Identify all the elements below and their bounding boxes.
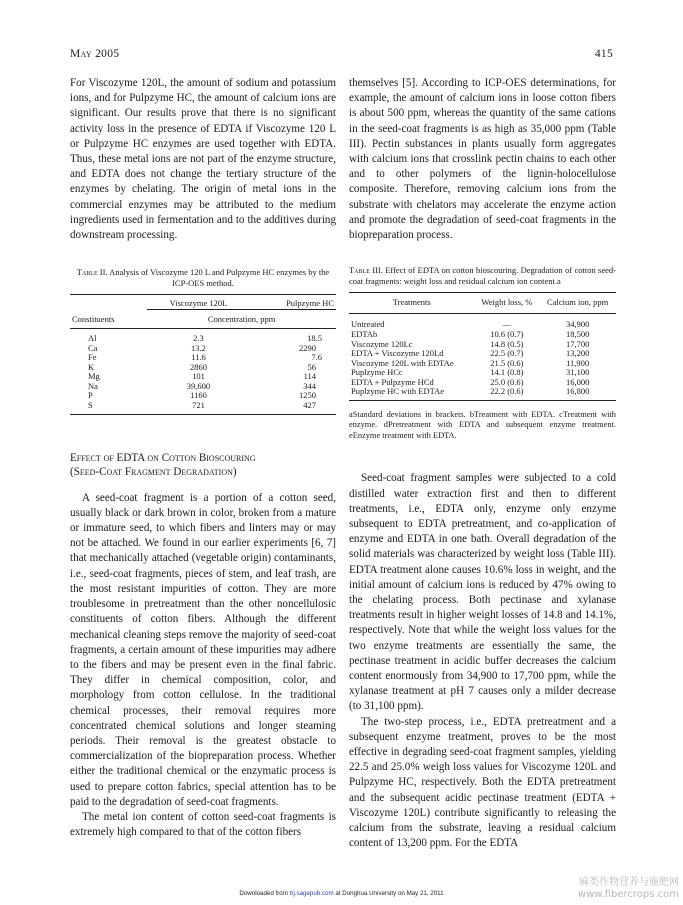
cell: 39,600 [186, 380, 211, 391]
paragraph: Seed-coat fragment samples were subjected to a cold distilled water extraction first and then to different treatments, i.e., EDTA only, enzyme only enzyme subsequent to EDTA pretreatment, and co-application of enzyme and EDTA in one bath. Overall degradation of the solid materials was characterized by weight loss (Table III). EDTA treatment alone causes 10.6% loss in weight, and the initial amount of calcium ions is reduced by 47% owing to the chelating process. Both pectinase and xylanase treatments result in higher weight losses of 14.8 and 14.1%, respectively. Note that while the weight loss values for the two enzyme treatments are essentially the same, the pectinase treatment in acidic buffer decreases the calcium content enormously from 34,900 to 17,700 ppm, while the xylanase treatment at pH 7 causes only a milder decrease (to 31,100 ppm). [349, 472, 616, 713]
cell: 56 [307, 361, 316, 372]
table-caption [349, 265, 616, 286]
unit-header: Concentration, ppm [147, 309, 336, 329]
cell: Al [88, 332, 97, 343]
cell: 10.6 (0.7) [490, 328, 524, 339]
cell: EDTA + Pulpzyme HCd [351, 376, 434, 387]
cell: 7.6 [311, 352, 322, 363]
table-caption [70, 267, 336, 288]
cell: 22.5 (0.7) [490, 348, 524, 359]
site-watermark [578, 877, 679, 901]
cell: 18,500 [565, 328, 590, 339]
row-header: Constituents [70, 309, 147, 329]
section-heading-line: (Seed-Coat Fragment Degradation) [70, 466, 237, 479]
cell: 13.2 [191, 342, 206, 353]
cell: 427 [250, 401, 336, 414]
paragraph: A seed-coat fragment is a portion of a cotton seed, usually black or dark brown in color, broken from a mature or immature seed, to which fibers and linters may or may not be attached. We found in our earlier experiments [6, 7] that mechanically attached (vegetable origin) contaminants, i.e., seed-coat fragments, pieces of stem, and leaf trash, are the most resistant impurities of cotton. They are more troublesome in pretreatment than the other noncellulosic constituents of cotton fibers. Although the different mechanical cleaning steps remove the majority of seed-coat fragments, a certain amount of these impurities may adhere to the fibers and may be present even in the final fabric. They differ in chemical composition, color, and morphology from cotton cellulose. In the traditional chemical processes, their removal requires more concentrated chemical solutions and longer steaming periods. Their removal is the greatest obstacle to commercialization of the biopreparation process. Whether either the traditional chemical or the enzymatic process is used to prepare cotton fabrics, special attention has to be paid to the degradation of seed-coat fragments. [70, 491, 336, 808]
paragraph: The two-step process, i.e., EDTA pretreatment and a subsequent enzyme treatment, proves to be the most effective in degrading seed-coat fragment samples, yielding 22.5 and 25.0% weigh loss values for Viscozyme 120L and Pulpzyme HC, respectively. Both the EDTA pretreatment and the subsequent acidic pectinase treatment (EDTA + Viscozyme 120L) contribute significantly to releasing the calcium from the substrate, leaving a residual calcium content of 13,200 ppm. For the EDTA [349, 715, 616, 850]
cell: 344 [303, 380, 316, 391]
data-table [70, 294, 336, 414]
cell: 22.2 (0.6) [474, 387, 539, 400]
column-header: Treatments [349, 293, 474, 314]
table-ii [70, 267, 336, 414]
cell: Mg [88, 371, 100, 382]
table-caption-text: Analysis of Viscozyme 120 L and Pulpzyme HC enzymes by the ICP-OES method. [109, 267, 330, 288]
column-header: Pulpzyme HC [250, 295, 336, 310]
cell: Untreated [351, 319, 385, 330]
cell: 21.5 (0.6) [490, 357, 524, 368]
cell: EDTAb [351, 328, 378, 339]
table-row [70, 401, 336, 414]
cell: K [88, 361, 95, 372]
table-label: Table III. [349, 265, 383, 276]
cell: Na [88, 380, 98, 391]
section-heading-line: Effect of EDTA on Cotton Bioscouring [70, 451, 256, 464]
cell: S [70, 401, 147, 414]
cell: Ca [88, 342, 98, 353]
paragraph: For Viscozyme 120L, the amount of sodium and potassium ions, and for Pulpzyme HC, the amount of calcium ions are significant. Our results prove that there is no significant activity loss in the presence of EDTA if Viscozyme 120 L or Pulpzyme HC enzymes are used together with EDTA. Thus, these metal ions are not part of the enzyme structure, and EDTA does not change the tertiary structure of the enzymes by chelating. The origin of metal ions in the commercial enzymes may be attributed to the medium ingredients used in fermentation and to the additives during downstream processing. [70, 77, 336, 242]
cell: Puplzyme HCc [351, 367, 403, 378]
cell: 13,200 [565, 348, 590, 359]
cell: Viscozyme 120Lc [351, 338, 413, 349]
page-number: 415 [594, 48, 613, 60]
column-header: Viscozyme 120L [147, 295, 250, 310]
watermark-line: www.fibercrops.com [577, 889, 679, 900]
cell: 11,900 [566, 357, 590, 368]
cell: 1250 [299, 390, 316, 401]
right-column [349, 76, 616, 851]
data-table [349, 292, 616, 401]
cell: 34,900 [565, 319, 590, 330]
cell: 16,000 [565, 376, 590, 387]
cell: — [502, 319, 512, 330]
cell: 14.8 (0.5) [490, 338, 524, 349]
footer-suffix: at Donghua University on May 21, 2011 [335, 890, 444, 897]
cell: 114 [303, 371, 316, 382]
left-column [70, 76, 336, 840]
footer-prefix: Downloaded from [239, 890, 288, 897]
cell: EDTA + Viscozyme 120Ld [351, 348, 444, 359]
cell: 2.3 [193, 332, 204, 343]
cell: 11.6 [191, 352, 206, 363]
column-header: Calcium ion, ppm [539, 293, 616, 314]
cell: 25.0 (0.6) [490, 376, 524, 387]
section-heading [70, 451, 336, 480]
cell: 2290 [299, 342, 316, 353]
cell: 16,800 [539, 387, 616, 400]
cell: 1160 [190, 390, 207, 401]
cell: 17,700 [565, 338, 590, 349]
table-caption-text: Effect of EDTA on cotton bioscouring. Degradation of cotton seed-coat fragments: weight loss and residual calcium ion content.a [349, 265, 616, 286]
cell: Puplzyme HC with EDTAe [349, 387, 474, 400]
cell: 721 [147, 401, 250, 414]
cell: 2860 [189, 361, 207, 372]
footer-link[interactable]: trj.sagepub.com [289, 890, 334, 897]
column-header: Weight loss, % [474, 293, 539, 314]
table-footnotes: aStandard deviations in brackets. bTreatment with EDTA. cTreatment with enzyme. dPretreatment with EDTA and subsequent enzyme treatment. eEnzyme treatment with EDTA. [349, 410, 616, 440]
cell: 18.5 [307, 332, 322, 343]
table-iii [349, 265, 616, 441]
watermark-line: 麻类作物营养与施肥网 [579, 877, 679, 888]
paragraph: The metal ion content of cotton seed-coat fragments is extremely high compared to that of the cotton fibers [70, 810, 336, 839]
cell: Viscozyme 120L with EDTAe [351, 357, 454, 368]
cell: P [88, 390, 93, 401]
paragraph: themselves [5]. According to ICP-OES determinations, for example, the amount of calcium ions in loose cotton fibers is about 500 ppm, whereas the quantity of the same cations in the seed-coat fragments is as high as 35,000 ppm (Table III). Pectin substances in plants usually form aggregates with calcium ions that crosslink pectin chains to each other and to other polymers of the lignin-holocellulose composite. Therefore, removing calcium ions from the substrate with chelators may accelerate the enzyme action and promote the degradation of seed-coat fragments in the biopreparation process. [349, 77, 616, 242]
cell: Fe [88, 352, 97, 363]
table-label: Table II. [76, 267, 108, 278]
cell: 14.1 (0.8) [490, 367, 524, 378]
table-row [349, 387, 616, 400]
cell: 101 [192, 371, 205, 382]
running-head-date: May 2005 [70, 48, 120, 60]
cell: 31,100 [565, 367, 590, 378]
